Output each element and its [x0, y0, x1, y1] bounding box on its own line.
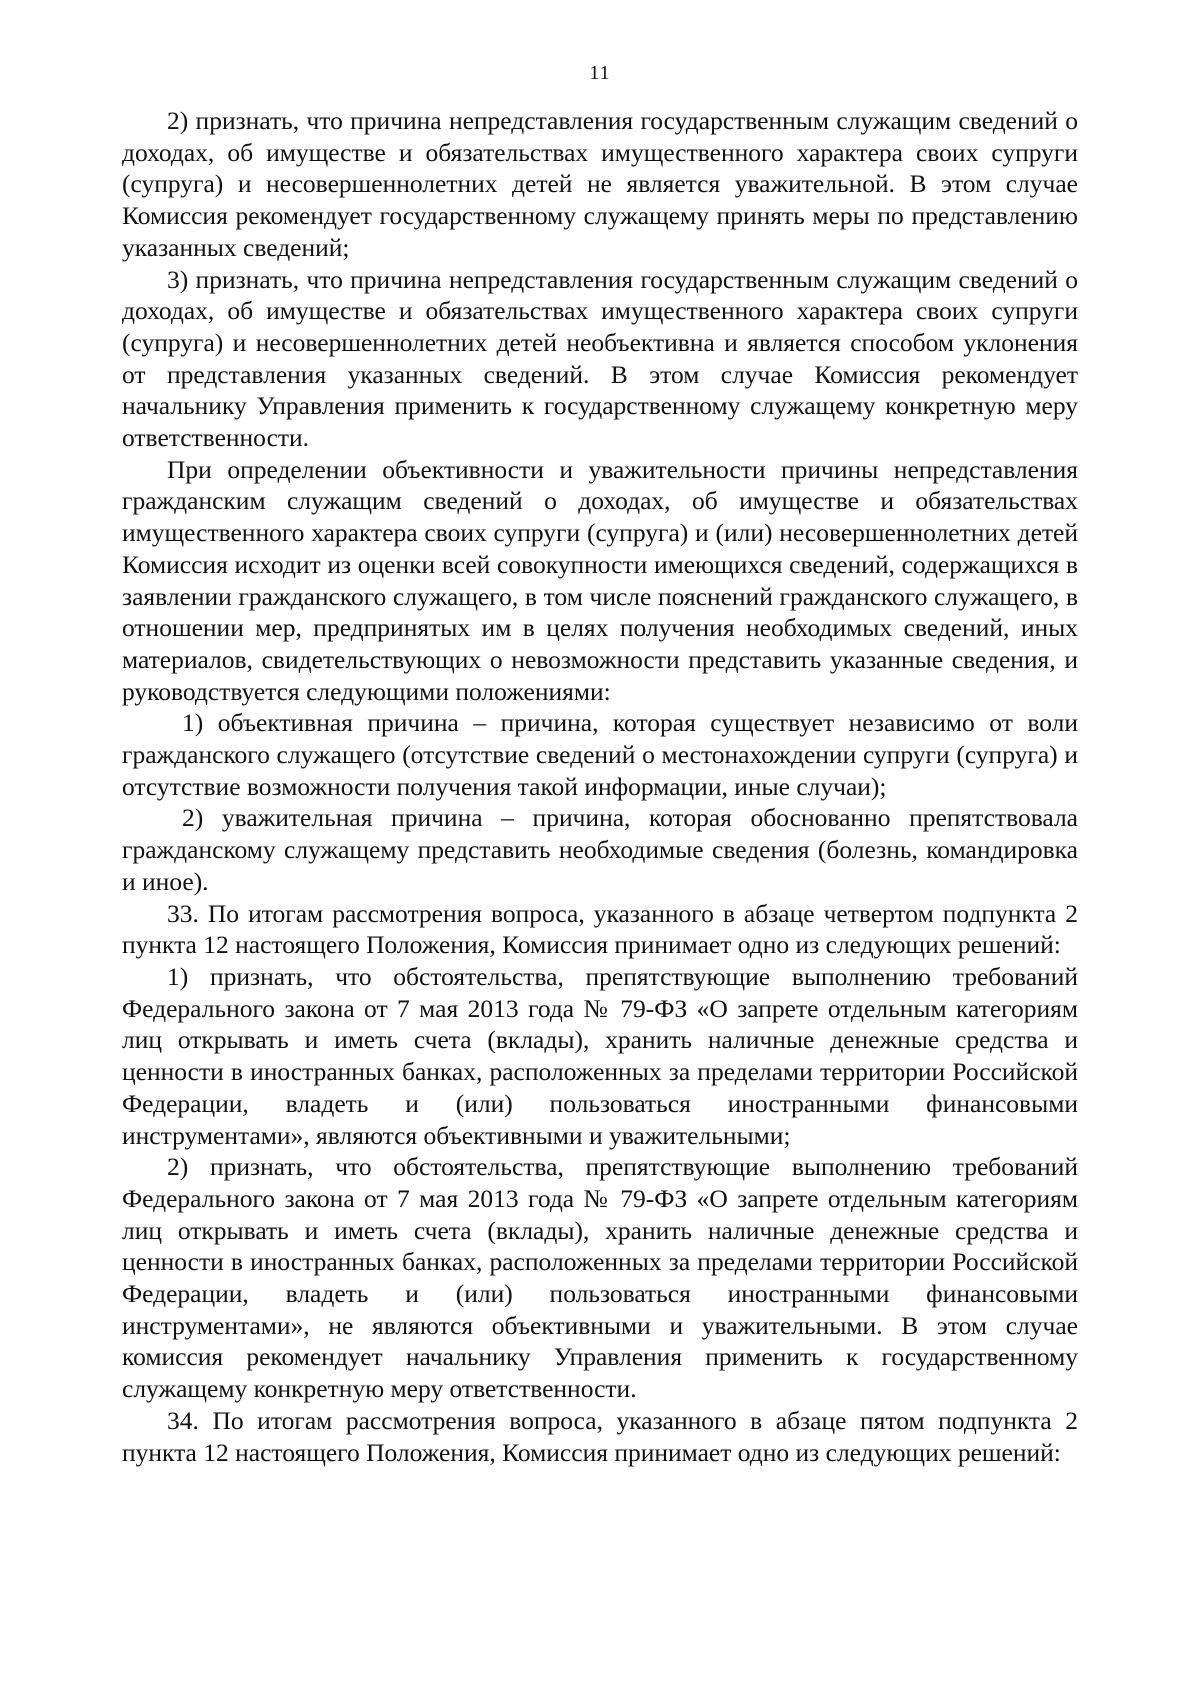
document-body [122, 105, 1078, 1468]
paragraph-33-item-2: 2) признать, что обстоятельства, препятствующие выполнению требований Федерального закона от 7 мая 2013 года № 79-ФЗ «О запрете отдельным категориям лиц открывать и иметь счета (вклады), хранить наличные денежные средства и ценности в иностранных банках, расположенных за пределами территории Российской Федерации, владеть и (или) пользоваться иностранными финансовыми инструментами», не являются объективными и уважительными. В этом случае комиссия рекомендует начальнику Управления применить к государственному служащему конкретную меру ответственности. [122, 1152, 1078, 1404]
paragraph-criteria-intro: При определении объективности и уважительности причины непредставления гражданским служащим сведений о доходах, об имуществе и обязательствах имущественного характера своих супруги (супруга) и (или) несовершеннолетних детей Комиссия исходит из оценки всей совокупности имеющихся сведений, содержащихся в заявлении гражданского служащего, в том числе пояснений гражданского служащего, в отношении мер, предпринятых им в целях получения необходимых сведений, иных материалов, свидетельствующих о невозможности представить указанные сведения, и руководствуется следующими положениями: [122, 454, 1078, 706]
paragraph-item-2-not-valid: 2) признать, что причина непредставления государственным служащим сведений о доходах, об имуществе и обязательствах имущественного характера своих супруги (супруга) и несовершеннолетних детей не является уважительной. В этом случае Комиссия рекомендует государственному служащему принять меры по представлению указанных сведений; [122, 106, 1078, 262]
paragraph-section-34: 34. По итогам рассмотрения вопроса, указанного в абзаце пятом подпункта 2 пункта 12 настоящего Положения, Комиссия принимает одно из следующих решений: [122, 1405, 1078, 1467]
paragraph-section-33: 33. По итогам рассмотрения вопроса, указанного в абзаце четвертом подпункта 2 пункта 12 настоящего Положения, Комиссия принимает одно из следующих решений: [122, 898, 1078, 960]
paragraph-item-3-evasion: 3) признать, что причина непредставления государственным служащим сведений о доходах, об имуществе и обязательствах имущественного характера своих супруги (супруга) и несовершеннолетних детей необъективна и является способом уклонения от представления указанных сведений. В этом случае Комиссия рекомендует начальнику Управления применить к государственному служащему конкретную меру ответственности. [122, 264, 1078, 453]
paragraph-valid-reason: 2) уважительная причина – причина, которая обоснованно препятствовала гражданскому служащему представить необходимые сведения (болезнь, командировка и иное). [122, 803, 1078, 896]
page-number: 11 [589, 62, 611, 84]
paragraph-33-item-1: 1) признать, что обстоятельства, препятствующие выполнению требований Федерального закона от 7 мая 2013 года № 79-ФЗ «О запрете отдельным категориям лиц открывать и иметь счета (вклады), хранить наличные денежные средства и ценности в иностранных банках, расположенных за пределами территории Российской Федерации, владеть и (или) пользоваться иностранными финансовыми инструментами», являются объективными и уважительными; [122, 961, 1078, 1150]
paragraph-objective-reason: 1) объективная причина – причина, которая существует независимо от воли гражданского служащего (отсутствие сведений о местонахождении супруги (супруга) и отсутствие возможности получения такой информации, иные случаи); [122, 708, 1078, 801]
